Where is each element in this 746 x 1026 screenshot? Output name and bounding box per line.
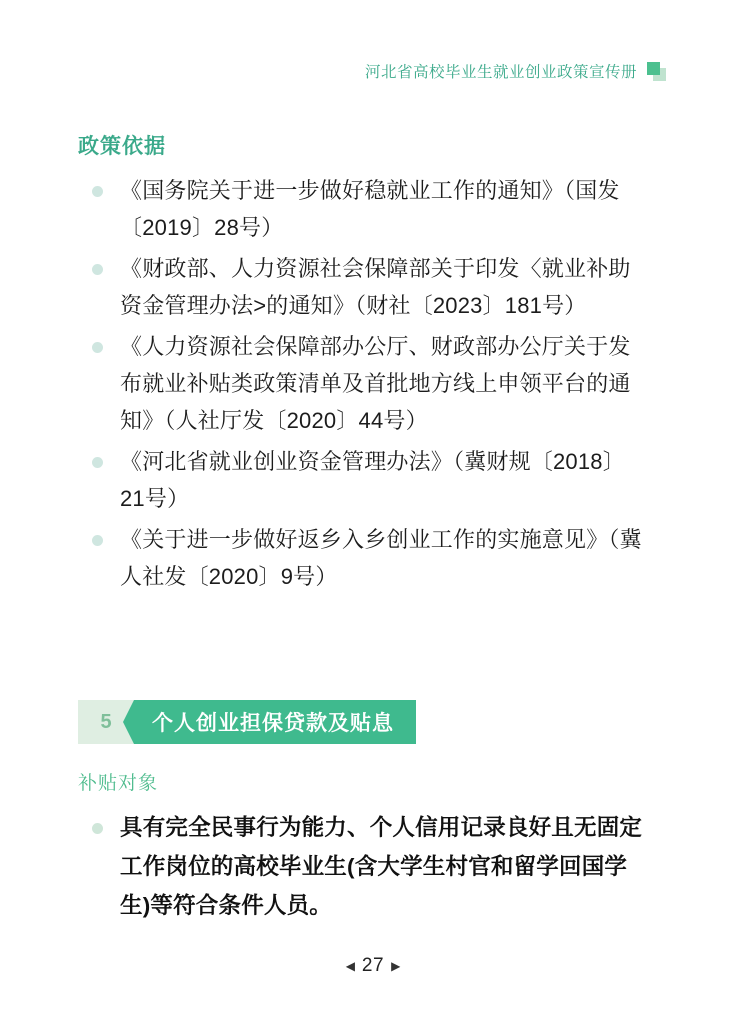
page-footer (0, 955, 746, 977)
bullet-dot-icon (92, 186, 103, 197)
green-squares-icon (647, 62, 666, 81)
section-title: 个人创业担保贷款及贴息 (134, 700, 416, 744)
list-item-text: 《人力资源社会保障部办公厅、财政部办公厅关于发布就业补贴类政策清单及首批地方线上申领平台的通知》（人社厅发〔2020〕44号） (120, 334, 631, 433)
policy-basis-list (78, 172, 648, 599)
page-header (365, 60, 666, 82)
list-item-text: 《国务院关于进一步做好稳就业工作的通知》（国发〔2019〕28号） (120, 178, 620, 240)
page-number: 27 (361, 955, 385, 976)
list-item-text: 具有完全民事行为能力、个人信用记录良好且无固定工作岗位的高校毕业生(含大学生村官和留学回国学生)等符合条件人员。 (120, 815, 643, 918)
list-item-text: 《关于进一步做好返乡入乡创业工作的实施意见》（冀人社发〔2020〕9号） (120, 527, 642, 589)
section-banner (78, 700, 416, 744)
list-item (78, 443, 648, 517)
bullet-dot-icon (92, 823, 103, 834)
bullet-dot-icon (92, 535, 103, 546)
section-number: 5 (78, 700, 134, 744)
list-item (78, 808, 653, 925)
list-item (78, 521, 648, 595)
bullet-dot-icon (92, 342, 103, 353)
list-item-text: 《财政部、人力资源社会保障部关于印发〈就业补助资金管理办法>的通知》（财社〔2023〕181号） (120, 256, 631, 318)
prev-page-icon[interactable]: ◀ (345, 959, 355, 973)
policy-basis-heading: 政策依据 (78, 135, 166, 158)
list-item (78, 328, 648, 439)
header-title: 河北省高校毕业生就业创业政策宣传册 (364, 64, 637, 81)
list-item-text: 《河北省就业创业资金管理办法》（冀财规〔2018〕21号） (120, 449, 625, 511)
list-item (78, 172, 648, 246)
next-page-icon[interactable]: ▶ (391, 959, 401, 973)
subsidy-target-list (78, 808, 653, 929)
subsidy-target-heading: 补贴对象 (78, 773, 159, 794)
bullet-dot-icon (92, 264, 103, 275)
list-item (78, 250, 648, 324)
bullet-dot-icon (92, 457, 103, 468)
